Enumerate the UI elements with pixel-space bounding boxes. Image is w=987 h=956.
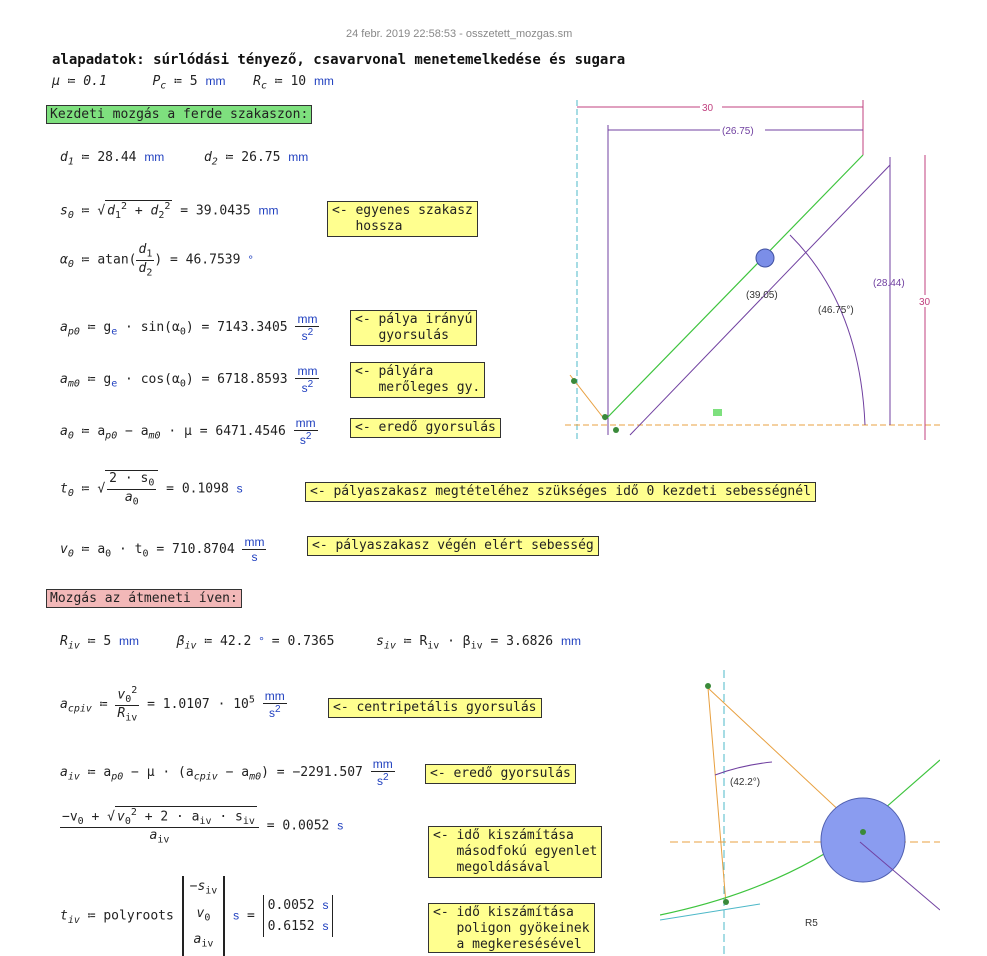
- d2-symbol: d: [203, 150, 212, 165]
- note-resultant-arc: <- eredő gyorsulás: [425, 764, 576, 784]
- root-1: 0.0052: [267, 897, 315, 913]
- am0-alpha-sub: 0: [179, 378, 186, 390]
- s0-d2-exp: 2: [164, 201, 171, 212]
- quadratic-equation: [60, 806, 343, 846]
- frac-d1-sub: 1: [146, 248, 153, 260]
- a0-sub: 0: [67, 430, 74, 442]
- am0-fn: · cos(α: [117, 372, 180, 387]
- note-resultant-acceleration: <- eredő gyorsulás: [350, 418, 501, 438]
- constraint-point-icon: [723, 899, 729, 905]
- d2-unit: mm: [288, 150, 309, 164]
- parallel-marker-icon: [713, 409, 722, 416]
- ap0-sub: p0: [67, 326, 80, 338]
- v0-unit-den: s: [251, 550, 258, 564]
- am0-unit-exp: 2: [307, 379, 314, 390]
- s0-unit: mm: [258, 203, 279, 218]
- riv-symbol: R: [60, 634, 68, 649]
- am0-unit: [295, 364, 319, 395]
- d-defs: [60, 150, 308, 168]
- ap0-alpha-sub: 0: [179, 326, 186, 338]
- a0-am-sub: m0: [148, 430, 161, 442]
- quad-neg-v: −v: [62, 809, 78, 825]
- quad-neg-v-sub: 0: [77, 815, 84, 827]
- arc-params: [60, 634, 581, 652]
- arc-angle-label: (42.2°): [730, 777, 761, 788]
- note-normal-acceleration: <- pályára merőleges gy.: [350, 362, 485, 398]
- dim-inner-label: (26.75): [722, 126, 754, 137]
- a0-unit-exp: 2: [305, 431, 312, 442]
- tiv-fn: ≔ polyroots: [79, 908, 174, 924]
- constraint-point-icon: [860, 829, 866, 835]
- a0-unit: [294, 416, 318, 447]
- s0-d2-sub: 2: [158, 209, 165, 221]
- incline-path: [605, 155, 863, 420]
- acp-equation: $a_{cpiv}$ ≔ $\frac{v_0^2}{R_{iv}}$ = $1.0107 \cdot 10^5$ $\frac{mm}{s^2}$: [60, 685, 285, 724]
- aiv-symbol: a: [60, 765, 68, 780]
- poly-a: a: [193, 932, 202, 948]
- am0-equation: [60, 364, 319, 395]
- dim-angle-label: (46.75°): [818, 305, 854, 316]
- rc-value: ≔ 10: [266, 74, 314, 89]
- quad-v-exp: 2: [130, 807, 137, 818]
- incline-sketch: [560, 95, 940, 450]
- angle-arc: [790, 235, 865, 425]
- t0-num-sub: 0: [148, 477, 155, 489]
- t0-den: a: [124, 489, 133, 505]
- dim-height-label: (28.44): [873, 278, 905, 289]
- riv-unit: mm: [119, 634, 140, 648]
- a0-equation: [60, 416, 318, 447]
- note-segment-length: <- egyenes szakasz hossza: [327, 201, 478, 237]
- alpha0-sub: 0: [67, 259, 74, 271]
- note-time-polyroots: <- idő kiszámítása poligon gyökeinek a megkeresésével: [428, 903, 595, 953]
- aiv-equation: [60, 757, 395, 788]
- root-1-unit: s: [322, 897, 329, 912]
- aiv-ap: ≔ a: [79, 765, 112, 780]
- constraint-point-icon: [602, 414, 608, 420]
- t0-frac: [107, 471, 156, 507]
- aiv-unit: [371, 757, 395, 788]
- rc-symbol: R: [253, 74, 261, 89]
- document-header: 24 febr. 2019 22:58:53 - osszetett_mozgas.sm: [346, 28, 573, 40]
- ap0-unit-den: s: [301, 329, 308, 343]
- s0-d1-exp: 2: [121, 201, 128, 212]
- quad-2a: + 2 · a: [136, 809, 200, 825]
- note-end-velocity: <- pályaszakasz végén elért sebesség: [307, 536, 599, 556]
- ap0-result: ) = 7143.3405: [185, 320, 296, 335]
- root-2: 0.6152: [267, 918, 315, 934]
- t0-num: 2 · s: [109, 471, 149, 486]
- acp-unit-num: mm: [264, 688, 285, 703]
- ap0-g-sub: e: [111, 326, 118, 338]
- dim-diag-label: (39.05): [746, 290, 778, 301]
- s0-d1-sub: 1: [115, 209, 122, 221]
- poly-a-sub: iv: [201, 938, 214, 950]
- d1-unit: mm: [144, 150, 165, 164]
- aiv-result: ) = −2291.507: [261, 765, 371, 780]
- v0-unit: [242, 535, 266, 564]
- quad-v-sub: 0: [124, 815, 131, 827]
- acp-exp: 5: [248, 694, 255, 706]
- v0-a-sub: 0: [105, 548, 112, 560]
- note-time-quadratic: <- idő kiszámítása másodfokú egyenlet megoldásával: [428, 826, 602, 878]
- quad-s-sub: iv: [242, 815, 255, 827]
- acp-symbol: a: [60, 696, 68, 712]
- radius-label: R5: [805, 918, 818, 929]
- alpha0-equation: $\alpha_0$ ≔ atan( $\frac{d_1}{d_2}$ ) = 46.7539 °: [60, 242, 254, 279]
- d1-sub: 1: [67, 156, 74, 168]
- acp-den: R: [117, 705, 126, 721]
- note-path-acceleration: <- pálya irányú gyorsulás: [350, 310, 477, 346]
- alpha0-fn: ≔ atan: [73, 252, 129, 268]
- acp-sub: cpiv: [67, 703, 92, 715]
- page-title: alapadatok: súrlódási tényező, csavarvonal menetemelkedése és sugara: [52, 52, 626, 68]
- alpha0-unit: °: [248, 252, 254, 267]
- arc-sketch: [660, 670, 940, 955]
- quad-radicand: [115, 806, 257, 827]
- quad-s: · s: [211, 809, 243, 825]
- am0-unit-num: mm: [297, 364, 318, 378]
- quad-result: = 0.0052: [258, 818, 338, 834]
- dim-top-label: 30: [702, 103, 714, 114]
- basic-params: [52, 74, 334, 92]
- section-heading-incline: Kezdeti mozgás a ferde szakaszon:: [46, 105, 312, 124]
- quad-unit: s: [337, 818, 344, 833]
- v0-a: ≔ a: [73, 542, 106, 557]
- t0-result: = 0.1098: [158, 481, 237, 497]
- dim-right-label: 30: [919, 297, 931, 308]
- alpha0-frac: [136, 242, 154, 278]
- a0-symbol: a: [60, 424, 68, 439]
- t0-symbol: t: [60, 481, 68, 497]
- v0-t: · t: [111, 542, 143, 557]
- biv-symbol: β: [176, 634, 185, 649]
- aiv-acp: − μ · (a: [123, 765, 194, 780]
- a0-result: · μ = 6471.4546: [160, 424, 294, 439]
- acp-unit-den: s: [268, 705, 275, 720]
- section-heading-arc: Mozgás az átmeneti íven:: [46, 589, 242, 608]
- aiv-sub: iv: [67, 771, 80, 783]
- poly-v-sub: 0: [204, 912, 211, 924]
- am0-g-sub: e: [111, 378, 118, 390]
- poly-v: v: [196, 905, 205, 921]
- siv-unit: mm: [560, 634, 581, 648]
- acp-unit-exp: 2: [274, 703, 281, 715]
- am0-sub: m0: [67, 378, 80, 390]
- s0-d1: d: [107, 203, 115, 219]
- acp-num-sub: 0: [125, 693, 132, 705]
- note-segment-time: <- pályaszakasz megtételéhez szükséges idő 0 kezdeti sebességnél: [305, 482, 816, 502]
- acp-num: v: [117, 687, 126, 703]
- v0-equation: [60, 535, 266, 564]
- acp-unit: [263, 689, 287, 720]
- s0-result: = 39.0435: [172, 203, 259, 219]
- poly-unit: s: [233, 908, 240, 923]
- ap0-unit: [295, 312, 319, 343]
- a0-ap: ≔ a: [73, 424, 106, 439]
- quad-den: a: [149, 827, 158, 843]
- am0-unit-den: s: [301, 381, 308, 395]
- d2-sub: 2: [211, 156, 218, 168]
- am0-g: ≔ g: [79, 372, 112, 387]
- pc-unit: mm: [205, 74, 226, 88]
- s0-d2: d: [150, 203, 159, 219]
- pc-symbol: P: [152, 74, 161, 89]
- ap0-symbol: a: [60, 320, 68, 335]
- poly-vector: $-s_{iv}$ $v_0$ $a_{iv}$: [182, 876, 226, 956]
- siv-sub: iv: [383, 640, 396, 652]
- root-2-unit: s: [322, 918, 329, 933]
- v0-unit-num: mm: [244, 535, 265, 549]
- constraint-point-icon: [705, 683, 711, 689]
- poly-s: s: [197, 879, 206, 894]
- am0-result: ) = 6718.8593: [185, 372, 296, 387]
- alpha0-symbol: α: [60, 252, 68, 268]
- v0-result: = 710.8704: [148, 542, 243, 557]
- d2-value: ≔ 26.75: [217, 150, 289, 165]
- siv-result: = 3.6826: [482, 634, 561, 649]
- d1-value: ≔ 28.44: [73, 150, 145, 165]
- t0-unit: s: [236, 481, 243, 496]
- riv-sub: iv: [67, 640, 80, 652]
- acp-result: = 1.0107 · 10: [139, 696, 249, 712]
- ap0-equation: [60, 312, 319, 343]
- pc-sub: c: [160, 80, 167, 92]
- a0-ap-sub: p0: [105, 430, 118, 442]
- ap0-unit-exp: 2: [307, 327, 314, 338]
- mu-def: μ ≔ 0.1: [52, 74, 107, 89]
- acp-frac: [115, 685, 139, 724]
- frac-d2-sub: 2: [146, 267, 153, 279]
- constraint-point-icon: [571, 378, 577, 384]
- arc-radius-line: [708, 688, 726, 904]
- ap0-fn: · sin(α: [117, 320, 180, 335]
- t0-sub: 0: [67, 488, 74, 500]
- t0-den-sub: 0: [132, 496, 139, 508]
- d1-symbol: d: [60, 150, 68, 165]
- biv-result: = 0.7365: [263, 634, 335, 649]
- acp-num-exp: 2: [131, 685, 138, 696]
- tiv-symbol: t: [60, 908, 68, 924]
- t0-equation: $t_0$ ≔ √ $\frac{2 \cdot s_0}{a_0}$ = 0.1098 s: [60, 471, 243, 508]
- a0-unit-den: s: [299, 433, 306, 447]
- aiv-am: − a: [217, 765, 250, 780]
- siv-symbol: s: [376, 634, 384, 649]
- ap0-g: ≔ g: [79, 320, 112, 335]
- s0-equation: $s_0$ ≔ √ $d_1^2 + d_2^2 = 39.0435$ mm: [60, 201, 279, 221]
- aiv-unit-den: s: [376, 774, 383, 788]
- alpha0-result: = 46.7539: [162, 252, 249, 268]
- ap0-unit-num: mm: [297, 312, 318, 326]
- siv-b: · β: [439, 634, 471, 649]
- biv-sub: iv: [184, 640, 197, 652]
- acp-den-sub: iv: [125, 712, 138, 724]
- rc-sub: c: [260, 80, 267, 92]
- am0-symbol: a: [60, 372, 68, 387]
- tiv-sub: iv: [67, 914, 80, 926]
- quad-a-sub: iv: [199, 815, 212, 827]
- siv-r-sub: iv: [427, 640, 440, 652]
- s0-sub: 0: [67, 209, 74, 221]
- ball-icon: [756, 249, 774, 267]
- constraint-point-icon: [613, 427, 619, 433]
- s0-symbol: s: [60, 203, 68, 219]
- siv-r: ≔ R: [395, 634, 428, 649]
- v0-symbol: v: [60, 542, 68, 557]
- quad-den-sub: iv: [157, 834, 170, 846]
- a0-am: − a: [117, 424, 149, 439]
- aiv-unit-num: mm: [372, 757, 393, 771]
- pc-value: ≔ 5: [166, 74, 206, 89]
- aiv-ap-sub: p0: [111, 771, 124, 783]
- roots-vector: [263, 895, 334, 937]
- biv-value: ≔ 42.2: [196, 634, 260, 649]
- note-centripetal: <- centripetális gyorsulás: [328, 698, 542, 718]
- aiv-unit-exp: 2: [382, 772, 389, 783]
- aiv-acp-sub: cpiv: [193, 771, 218, 783]
- v0-sub: 0: [67, 548, 74, 560]
- s0-radicand: $d_1^2 + d_2^2$: [107, 201, 171, 221]
- siv-b-sub: iv: [470, 640, 483, 652]
- polyroots-equation: $t_{iv}$ ≔ polyroots $-s_{iv}$ $v_0$ $a_{iv}$ s = 0.0052 s 0.6152 s: [60, 876, 333, 956]
- aiv-am-sub: m0: [249, 771, 262, 783]
- a0-unit-num: mm: [295, 416, 316, 430]
- v0-t-sub: 0: [142, 548, 149, 560]
- quad-v: v: [117, 809, 125, 825]
- poly-s-sub: iv: [205, 885, 218, 897]
- rc-unit: mm: [313, 74, 334, 88]
- riv-value: ≔ 5: [79, 634, 120, 649]
- frac-d2: d: [138, 260, 147, 276]
- frac-d1: d: [138, 242, 147, 257]
- quad-frac: $\frac{-v_0 + √ v_0^2 + 2 \cdot a_{iv} \cdot s_{iv}}{a_{iv}}$: [60, 806, 259, 846]
- biv-unit: °: [259, 634, 264, 648]
- t0-radicand: [105, 470, 158, 507]
